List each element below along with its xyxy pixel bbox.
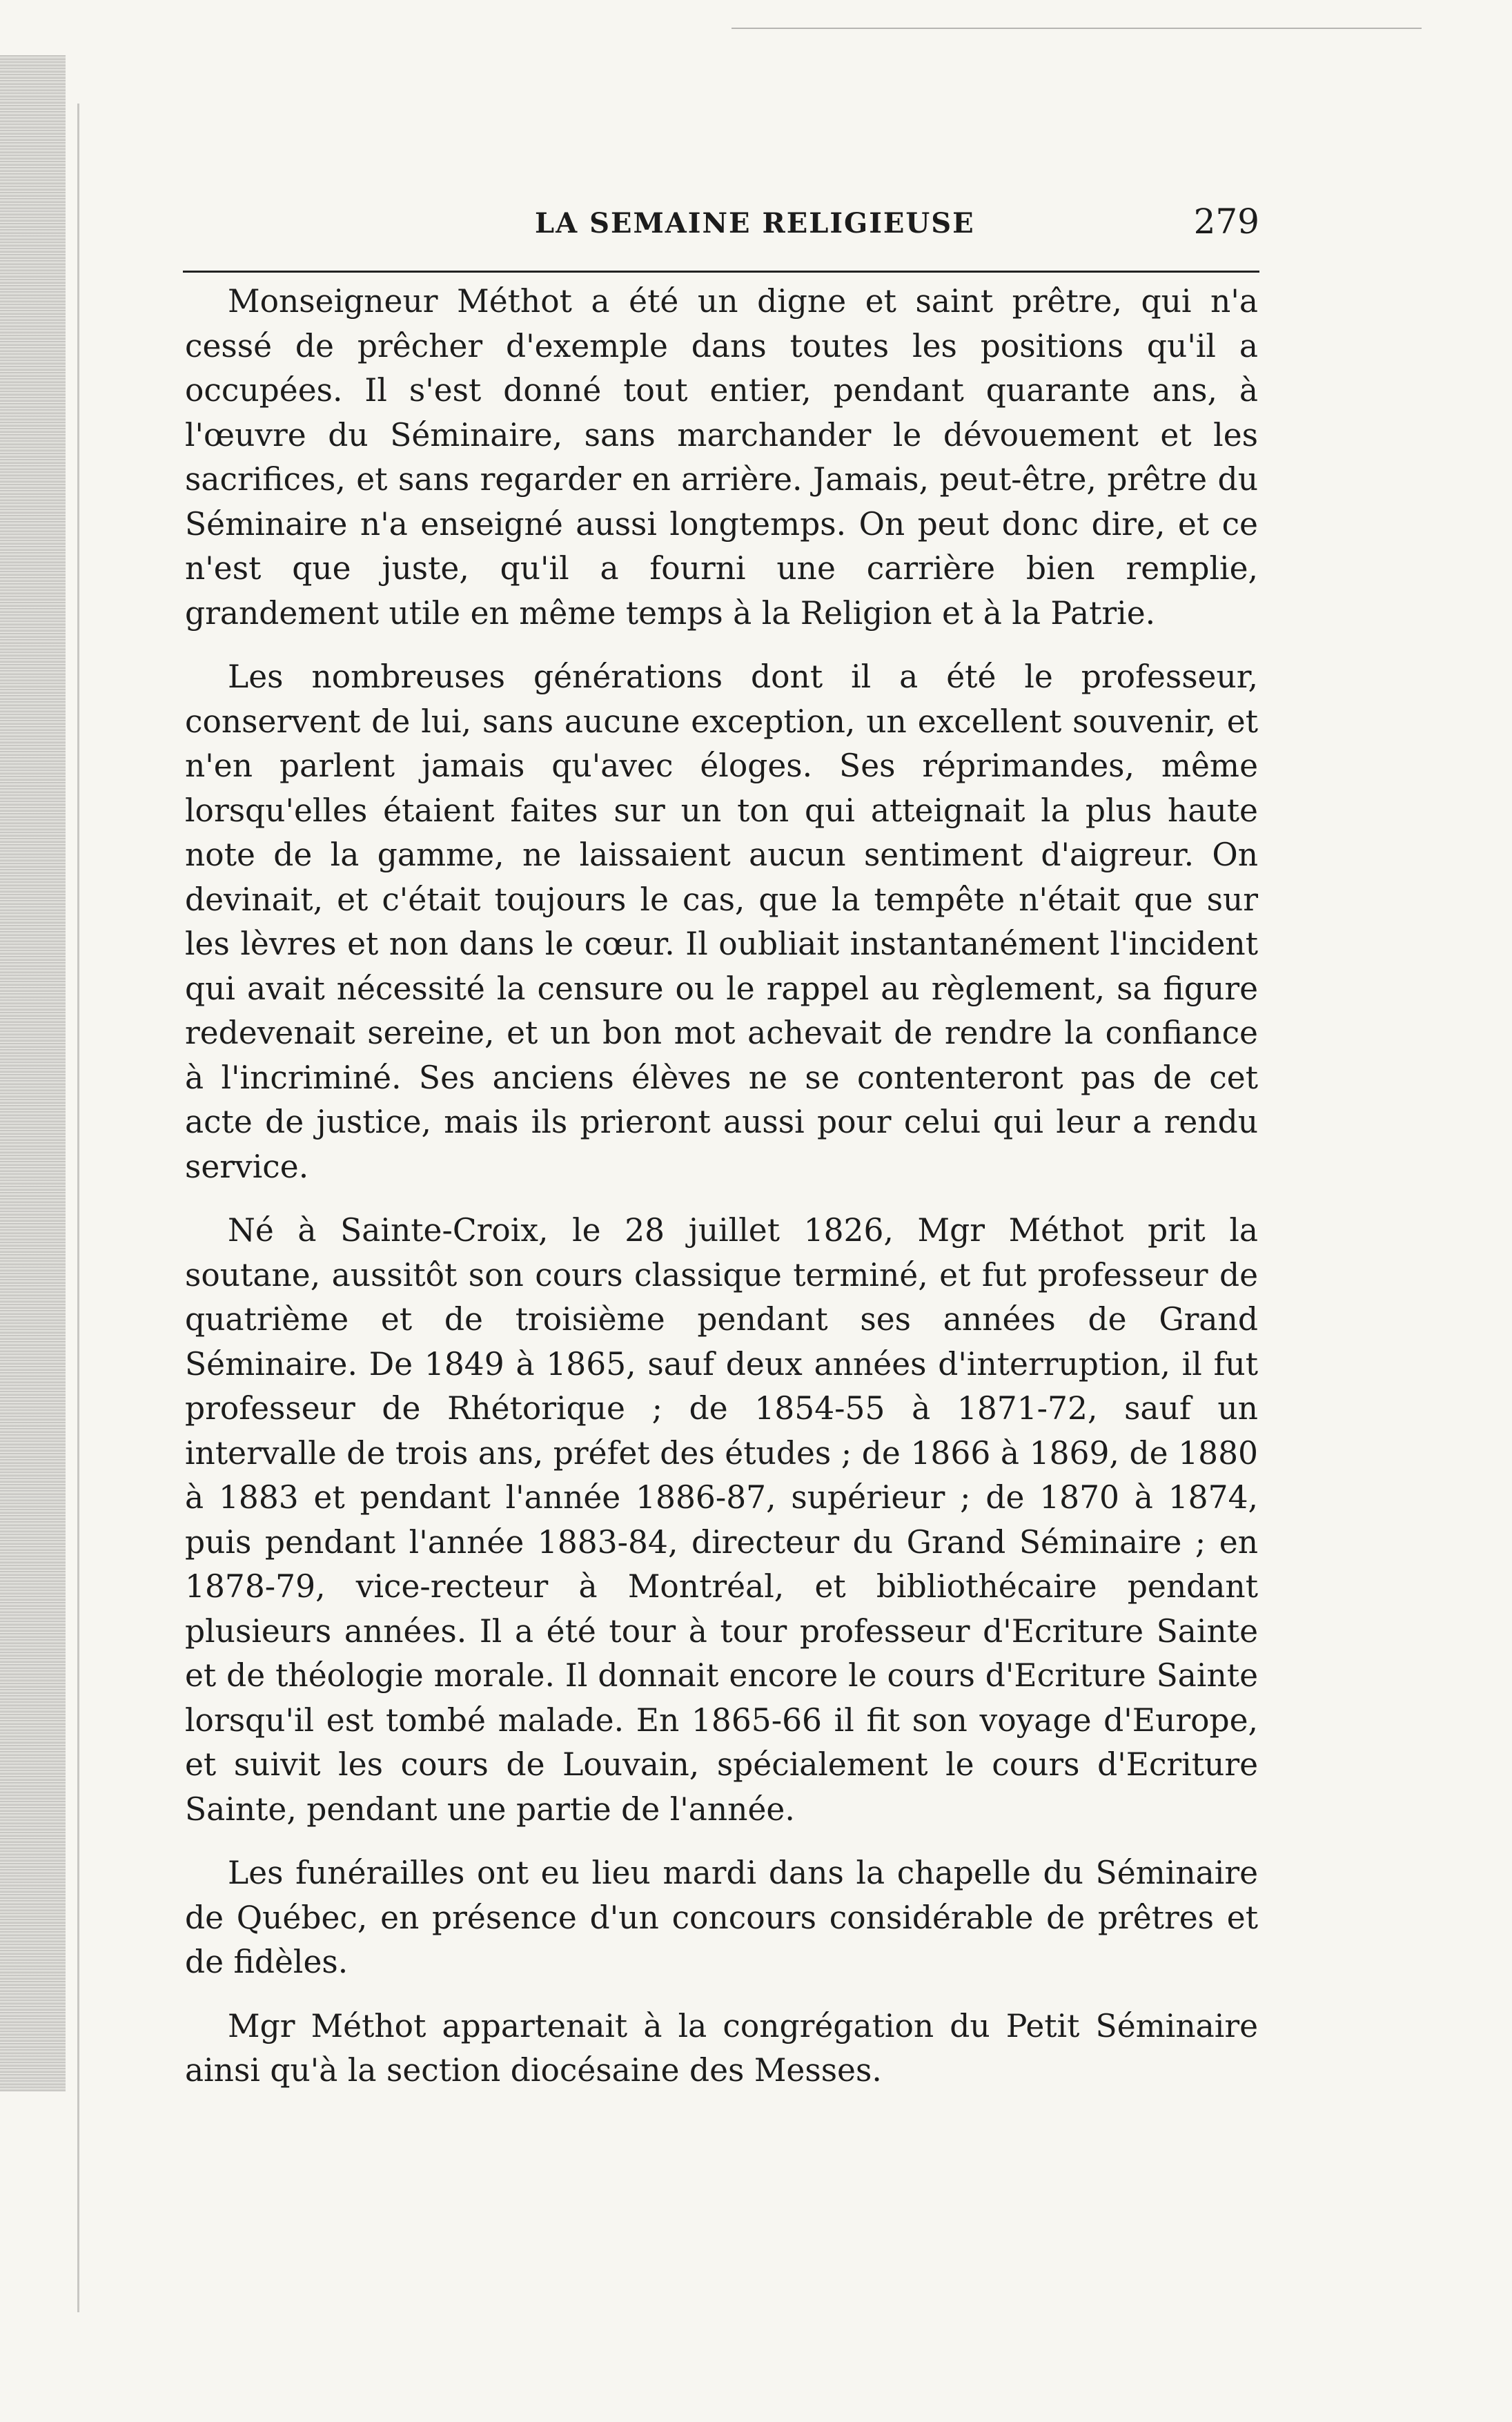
page-number: 279 [1193,202,1259,242]
scan-page-edge-line [77,104,79,2312]
running-title: LA SEMAINE RELIGIEUSE [535,207,975,240]
paragraph: Les funérailles ont eu lieu mardi dans la chapelle du Séminaire de Québec, en présence d'un concours considérable de prêtres et de fidèles. [185,1855,1258,1980]
scan-top-mark [732,28,1422,29]
paragraph: Né à Sainte-Croix, le 28 juillet 1826, Mgr Méthot prit la soutane, aussitôt son cours classique terminé, et fut professeur de quatrième et de troisième pendant ses années de Grand Séminaire. De 1849 à 1865, sauf deux années d'interruption, il fut professeur de Rhétorique ; de 1854-55 à 1871-72, sauf un intervalle de trois ans, préfet des études ; de 1866 à 1869, de 1880 à 1883 et pendant l'année 1886-87, supérieur ; de 1870 à 1874, puis pendant l'année 1883-84, directeur du Grand Séminaire ; en 1878-79, vice-recteur à Montréal, et bibliothécaire pendant plusieurs années. Il a été tour à tour professeur d'Ecriture Sainte et de théologie morale. Il donnait encore le cours d'Ecriture Sainte lorsqu'il est tombé malade. En 1865-66 il fit son voyage d'Europe, et suivit les cours de Louvain, spécialement le cours d'Ecriture Sainte, pendant une partie de l'année. [185,1212,1258,1828]
scan-binding-edge [0,55,66,2091]
header-rule [183,271,1259,273]
paragraph: Les nombreuses générations dont il a été le professeur, conservent de lui, sans aucune exception, un excellent souvenir, et n'en parlent jamais qu'avec éloges. Ses réprimandes, même lorsqu'elles étaient faites sur un ton qui atteignait la plus haute note de la gamme, ne laissaient aucun sentiment d'aigreur. On devinait, et c'était toujours le cas, que la tempête n'était que sur les lèvres et non dans le cœur. Il oubliait instantanément l'incident qui avait nécessité la censure ou le rappel au règlement, sa figure redevenait sereine, et un bon mot achevait de rendre la confiance à l'incriminé. Ses anciens élèves ne se contenteront pas de cet acte de justice, mais ils prieront aussi pour celui qui leur a rendu service. [185,658,1258,1185]
paragraph: Mgr Méthot appartenait à la congrégation du Petit Séminaire ainsi qu'à la section diocésaine des Messes. [185,2007,1258,2089]
article-body [185,280,1258,2093]
paragraph: Monseigneur Méthot a été un digne et saint prêtre, qui n'a cessé de prêcher d'exemple dans toutes les positions qu'il a occupées. Il s'est donné tout entier, pendant quarante ans, à l'œuvre du Séminaire, sans marchander le dévouement et les sacrifices, et sans regarder en arrière. Jamais, peut-être, prêtre du Séminaire n'a enseigné aussi longtemps. On peut donc dire, et ce n'est que juste, qu'il a fourni une carrière bien remplie, grandement utile en même temps à la Religion et à la Patrie. [185,283,1258,632]
page-header [183,202,1259,257]
